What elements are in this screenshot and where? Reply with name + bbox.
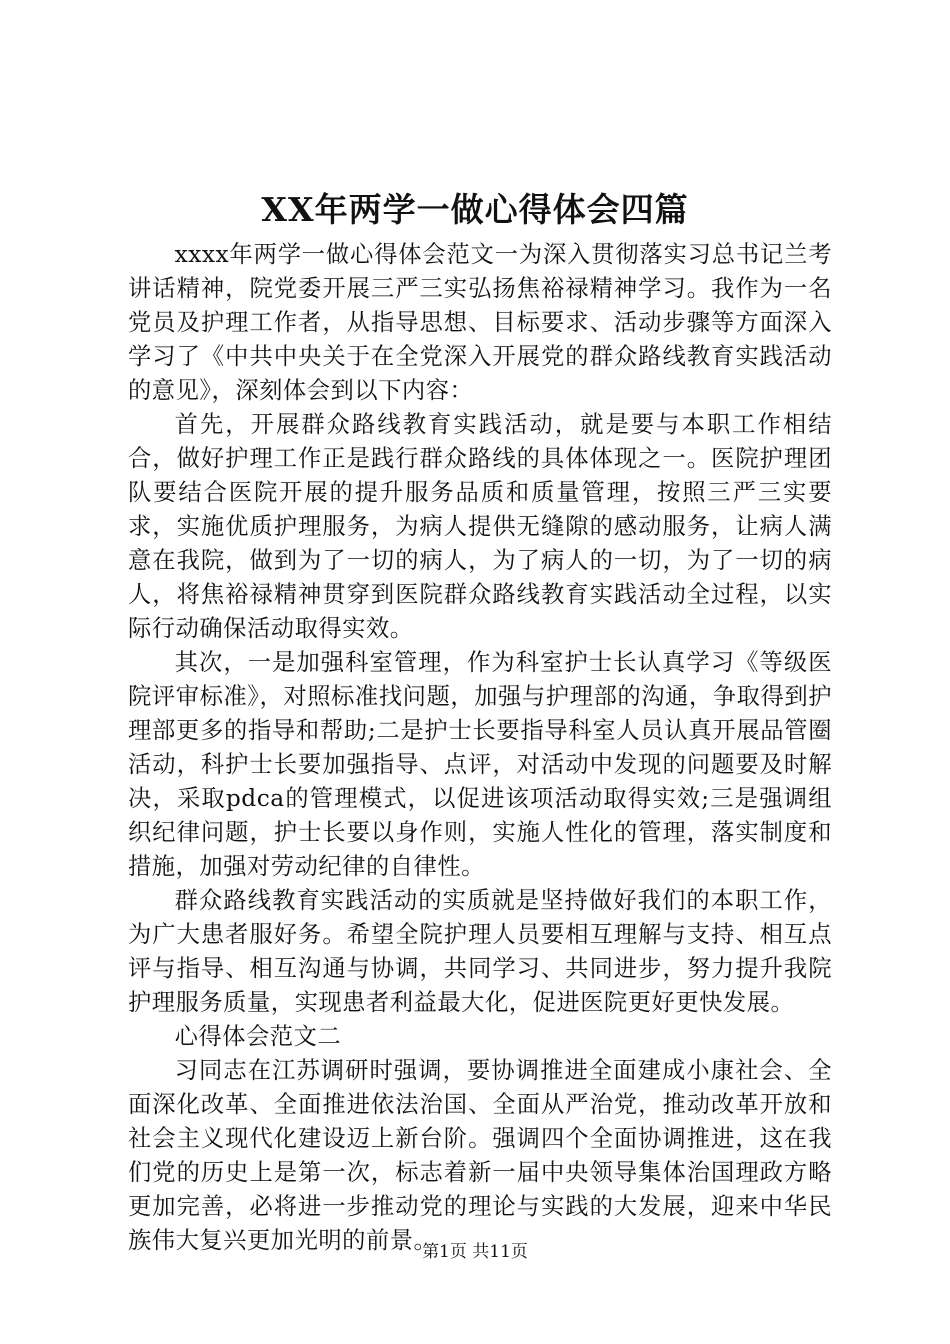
paragraph-1: xxxx年两学一做心得体会范文一为深入贯彻落实习总书记兰考讲话精神，院党委开展三严三实弘扬焦裕禄精神学习。我作为一名党员及护理工作者，从指导思想、目标要求、活动步骤等方面深入学习了《中共中央关于在全党深入开展党的群众路线教育实践活动的意见》，深刻体会到以下内容： xyxy=(128,241,832,404)
page-footer: 第1页 共11页 xyxy=(422,1242,528,1262)
section-subheading: 心得体会范文二 xyxy=(174,1023,342,1050)
paragraph-4: 群众路线教育实践活动的实质就是坚持做好我们的本职工作，为广大患者服好务。希望全院护理人员要相互理解与支持、相互点评与指导、相互沟通与协调，共同学习、共同进步，努力提升我院护理服务质量，实现患者利益最大化，促进医院更好更快发展。 xyxy=(128,887,832,1016)
paragraph-2: 首先，开展群众路线教育实践活动，就是要与本职工作相结合，做好护理工作正是践行群众路线的具体体现之一。医院护理团队要结合医院开展的提升服务品质和质量管理，按照三严三实要求，实施优质护理服务，为病人提供无缝隙的感动服务，让病人满意在我院，做到为了一切的病人，为了病人的一切，为了一切的病人，将焦裕禄精神贯穿到医院群众路线教育实践活动全过程，以实际行动确保活动取得实效。 xyxy=(128,411,832,642)
paragraph-5: 习同志在江苏调研时强调，要协调推进全面建成小康社会、全面深化改革、全面推进依法治国、全面从严治党，推动改革开放和社会主义现代化建设迈上新台阶。强调四个全面协调推进，这在我们党的历史上是第一次，标志着新一届中央领导集体治国理政方略更加完善，必将进一步推动党的理论与实践的大发展，迎来中华民族伟大复兴更加光明的前景。 xyxy=(128,1057,832,1254)
document-body xyxy=(128,238,832,1258)
document-title: XX年两学一做心得体会四篇 xyxy=(261,190,689,229)
paragraph-3: 其次，一是加强科室管理，作为科室护士长认真学习《等级医院评审标准》，对照标准找问题，加强与护理部的沟通，争取得到护理部更多的指导和帮助;二是护士长要指导科室人员认真开展品管圈活动，科护士长要加强指导、点评，对活动中发现的问题要及时解决，采取pdca的管理模式，以促进该项活动取得实效;三是强调组织纪律问题，护士长要以身作则，实施人性化的管理，落实制度和措施，加强对劳动纪律的自律性。 xyxy=(128,649,832,880)
